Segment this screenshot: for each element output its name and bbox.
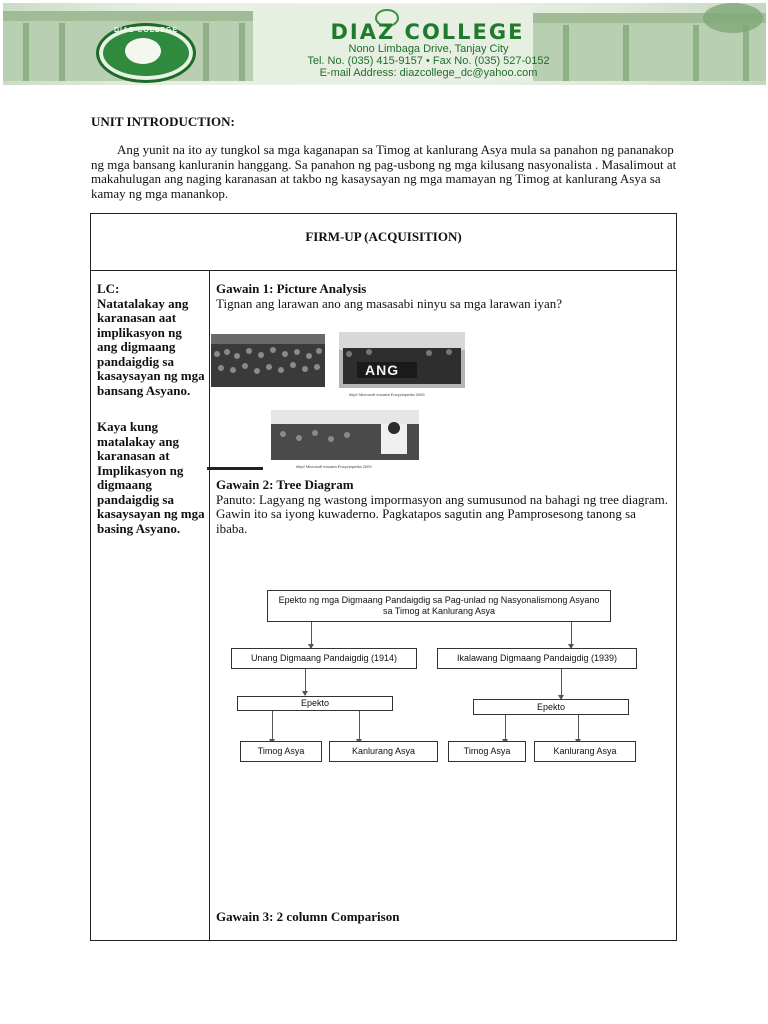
gawain2-line2: Gawin ito sa iyong kuwaderno. Pagkatapos sagutin ang Pamprosesong tanong sa bbox=[216, 506, 636, 521]
arrow-icon bbox=[578, 715, 579, 743]
column-divider bbox=[209, 270, 210, 941]
divider-bar bbox=[207, 467, 263, 470]
crowd-photo-2 bbox=[339, 332, 465, 388]
photo-credit-2: http// Microsoft encarta Encyclopedia 2009 bbox=[296, 464, 372, 469]
arrow-icon bbox=[561, 669, 562, 699]
crowd-photo-3-graphic bbox=[271, 410, 419, 460]
college-name: DIAZ COLLEGE bbox=[330, 20, 525, 44]
college-address: Nono Limbaga Drive, Tanjay City bbox=[348, 43, 509, 55]
lc-text-1: Natatalakay ang karanasan aat implikasyon ng ang digmaang pandaigdig sa kasaysayan ng mga bansang Asyano. bbox=[97, 295, 205, 398]
diagram-right-branch: Ikalawang Digmaang Pandaigdig (1939) bbox=[437, 648, 637, 669]
crowd-photo-3 bbox=[271, 410, 419, 460]
gawain1-title: Gawain 1: Picture Analysis bbox=[216, 281, 367, 296]
arrow-icon bbox=[505, 715, 506, 743]
lc-label-block bbox=[97, 282, 205, 297]
lc-text-2: Kaya kung matalakay ang karanasan at Implikasyon ng digmaang pandaigdig sa kasaysayan ng mga basing Asyano. bbox=[97, 419, 205, 536]
gawain3-title: Gawain 3: 2 column Comparison bbox=[216, 909, 400, 924]
college-email: E-mail Address: diazcollege_dc@yahoo.com bbox=[319, 67, 538, 79]
college-phone: Tel. No. (035) 415-9157 • Fax No. (035) 527-0152 bbox=[307, 55, 550, 67]
table-heading: FIRM-UP (ACQUISITION) bbox=[305, 229, 462, 244]
arrow-icon bbox=[359, 711, 360, 743]
crowd-photo-1-graphic bbox=[211, 334, 325, 387]
logo-lettering: DIAZ COLLEGE bbox=[113, 27, 179, 34]
activities-column bbox=[216, 282, 671, 311]
banner-text: ANG bbox=[365, 362, 400, 378]
diagram-right-effect: Epekto bbox=[473, 699, 629, 715]
diagram-leaf-kanlurang-2: Kanlurang Asya bbox=[534, 741, 636, 762]
diagram-left-effect: Epekto bbox=[237, 696, 393, 711]
firm-up-table bbox=[90, 213, 677, 941]
header-banner bbox=[3, 3, 766, 85]
diagram-root: Epekto ng mga Digmaang Pandaigdig sa Pag-unlad ng Nasyonalismong Asyano sa Timog at Kanlurang Asya bbox=[267, 590, 611, 622]
diagram-leaf-kanlurang-1: Kanlurang Asya bbox=[329, 741, 438, 762]
lc-label: LC: bbox=[97, 281, 120, 296]
arrow-icon bbox=[272, 711, 273, 743]
table-header bbox=[91, 214, 676, 271]
diagram-left-branch: Unang Digmaang Pandaigdig (1914) bbox=[231, 648, 417, 669]
gawain2-section bbox=[216, 478, 671, 536]
gawain2-line1: Panuto: Lagyang ng wastong impormasyon ang sumusunod na bahagi ng tree diagram. bbox=[216, 491, 669, 507]
learning-competency bbox=[97, 282, 205, 551]
crowd-photo-1 bbox=[211, 334, 325, 387]
crowd-photo-2-graphic bbox=[339, 332, 465, 388]
unit-introduction-text: Ang yunit na ito ay tungkol sa mga kaganapan sa Timog at kanlurang Asya mula sa panahon ng pananakop ng mga bansang kanluranin hanggang. Sa panahon ng pag-usbong ng mga kilusang nasyonalista . Masalimout at makahulugan ang naging karanasan at takbo ng kasaysayan ng mga mamayan ng Timog at kanlurang Asya sa kamay ng mga manankop. bbox=[91, 142, 677, 201]
diagram-leaf-timog-1: Timog Asya bbox=[240, 741, 322, 762]
gawain2-title: Gawain 2: Tree Diagram bbox=[216, 477, 354, 492]
building-roof bbox=[3, 11, 253, 21]
arrow-icon bbox=[305, 669, 306, 695]
arrow-icon bbox=[311, 622, 312, 648]
header-text bbox=[3, 21, 766, 79]
gawain2-line3: ibaba. bbox=[216, 520, 248, 536]
unit-introduction-title: UNIT INTRODUCTION: bbox=[91, 114, 235, 129]
gawain1-instruction: Tignan ang larawan ano ang masasabi ninyu sa mga larawan iyan? bbox=[216, 295, 563, 311]
photo-credit-1: http// Microsoft encarta Encyclopedia 2009 bbox=[349, 392, 425, 397]
arrow-icon bbox=[571, 622, 572, 648]
diagram-leaf-timog-2: Timog Asya bbox=[448, 741, 526, 762]
